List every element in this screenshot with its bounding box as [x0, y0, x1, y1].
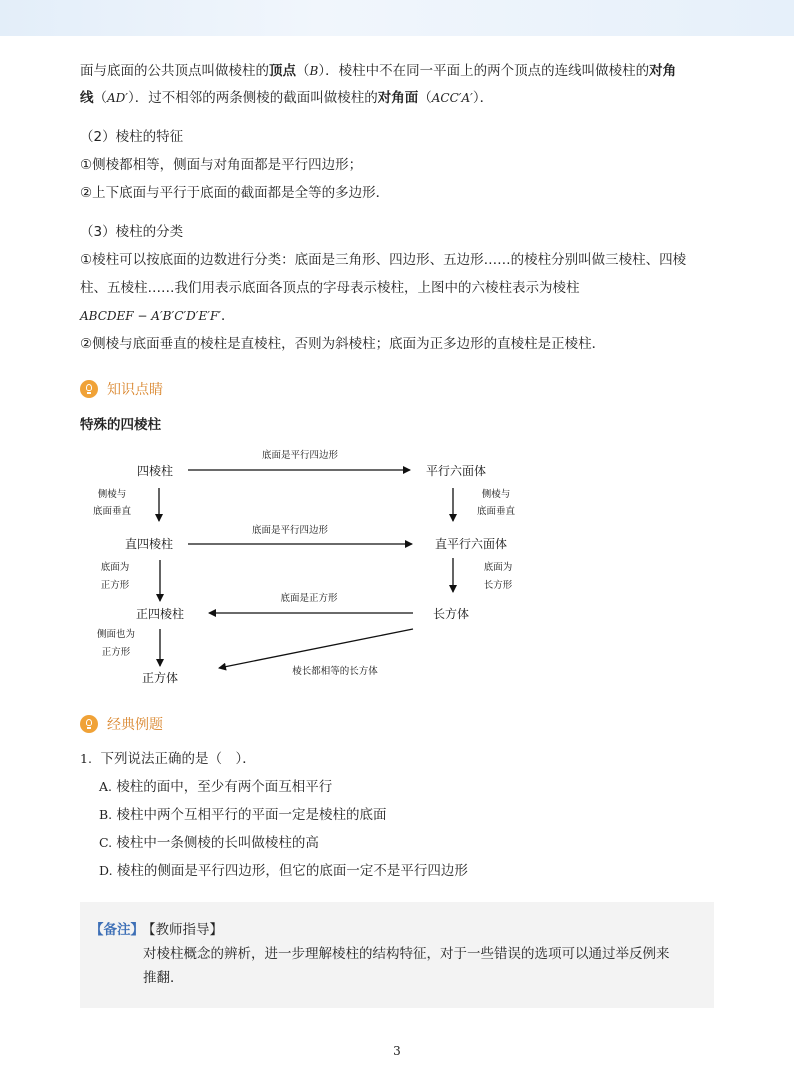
option-letter: B. [99, 807, 113, 822]
option-a [99, 778, 332, 796]
period: ． [221, 308, 235, 324]
option-b [99, 806, 386, 824]
section-knowledge [80, 378, 163, 400]
option-c [99, 834, 319, 852]
option-text: 棱柱的侧面是平行四边形，但它的底面一定不是平行四边形 [116, 863, 468, 879]
intro-text: ）．棱柱中不在同一平面上的两个顶点的连线叫做棱柱的 [318, 63, 650, 79]
label-3-4: 底面是平行四边形 [251, 525, 329, 536]
label-3-5a: 底面为 [100, 562, 130, 573]
option-letter: A. [99, 779, 113, 794]
lightbulb-icon [80, 715, 98, 733]
note-heading: 【教师指导】 [142, 922, 223, 938]
option-text: 棱柱中两个互相平行的平面一定是棱柱的底面 [116, 807, 387, 823]
classification-line-3 [80, 307, 235, 325]
classification-line-2: 柱、五棱柱……我们用表示底面各顶点的字母表示棱柱，上图中的六棱柱表示为棱柱 [80, 280, 580, 296]
intro-text: 面与底面的公共顶点叫做棱柱的 [80, 63, 269, 79]
term-diagonal-face: 对角面 [377, 90, 419, 106]
node-cuboid: 长方体 [432, 607, 470, 621]
term-diagonal-end: 线 [80, 90, 94, 106]
section-examples [80, 713, 163, 735]
question-text: 下列说法正确的是（ ）． [100, 751, 256, 767]
label-5-7b: 正方形 [101, 647, 131, 658]
arrow-6-7 [219, 629, 413, 668]
math-b: B [309, 64, 319, 78]
node-regular-quad-prism: 正四棱柱 [135, 607, 185, 621]
features-item-1: ①侧棱都相等，侧面与对角面都是平行四边形； [80, 157, 363, 173]
label-5-7a: 侧面也为 [96, 629, 136, 640]
label-3-5b: 正方形 [100, 580, 130, 591]
classification-line-1: ①棱柱可以按底面的边数进行分类：底面是三角形、四边形、五边形……的棱柱分别叫做三棱柱、四棱 [80, 252, 687, 268]
teacher-note-box [80, 902, 714, 1008]
intro-line-2 [80, 89, 493, 107]
label-1-2: 底面是平行四边形 [261, 450, 339, 461]
section-title: 知识点睛 [107, 382, 163, 398]
question-stem [80, 750, 256, 768]
label-6-7: 棱长都相等的长方体 [292, 666, 378, 677]
label-2-4b: 底面垂直 [476, 506, 516, 517]
note-line-1: 对棱柱概念的辨析，进一步理解棱柱的结构特征，对于一些错误的选项可以通过举反例来 [143, 946, 670, 962]
note-tag: 【备注】 [90, 922, 144, 938]
note-body [143, 942, 703, 990]
option-d [99, 862, 468, 880]
node-parallelepiped: 平行六面体 [425, 464, 487, 478]
option-letter: D. [99, 863, 113, 878]
math-acca: ACC′A′ [431, 91, 473, 105]
label-2-4a: 侧棱与 [481, 489, 511, 500]
classification-line-4: ②侧棱与底面垂直的棱柱是直棱柱，否则为斜棱柱；底面为正多边形的直棱柱是正棱柱． [80, 336, 606, 352]
label-4-6a: 底面为 [483, 562, 513, 573]
features-item-2: ②上下底面与平行于底面的截面都是全等的多边形． [80, 185, 390, 201]
math-ad: AD′ [107, 91, 129, 105]
option-text: 棱柱的面中，至少有两个面互相平行 [116, 779, 333, 795]
question-number: 1. [80, 751, 92, 766]
node-cube: 正方体 [141, 671, 179, 685]
term-diagonal: 对角 [649, 63, 677, 79]
page-number: 3 [393, 1044, 401, 1058]
math-prism-name: ABCDEF − A′B′C′D′E′F′ [80, 309, 221, 323]
option-text: 棱柱中一条侧棱的长叫做棱柱的高 [116, 835, 319, 851]
intro-text: ）．过不相邻的两条侧棱的截面叫做棱柱的 [128, 90, 378, 106]
lightbulb-icon [80, 380, 98, 398]
label-1-3b: 底面垂直 [92, 506, 132, 517]
intro-line-1 [80, 62, 676, 80]
features-heading: （2）棱柱的特征 [80, 129, 184, 145]
node-right-parallelepiped: 直平行六面体 [434, 537, 508, 551]
prism-relation-diagram [0, 440, 794, 700]
note-line-2: 推翻． [143, 970, 184, 986]
option-letter: C. [99, 835, 113, 850]
classification-heading: （3）棱柱的分类 [80, 224, 184, 240]
section-title: 经典例题 [107, 717, 163, 733]
label-4-6b: 长方形 [483, 580, 513, 591]
node-quadrangular-prism: 四棱柱 [136, 464, 174, 478]
intro-text: （ [296, 63, 310, 79]
label-1-3a: 侧棱与 [97, 489, 127, 500]
header-band [0, 0, 794, 36]
intro-text: （ [418, 90, 432, 106]
label-6-5: 底面是正方形 [280, 593, 338, 604]
node-right-quad-prism: 直四棱柱 [124, 537, 174, 551]
intro-text: （ [93, 90, 107, 106]
diagram-title: 特殊的四棱柱 [80, 417, 161, 433]
intro-text: ）． [472, 90, 494, 106]
term-vertex: 顶点 [269, 63, 296, 79]
